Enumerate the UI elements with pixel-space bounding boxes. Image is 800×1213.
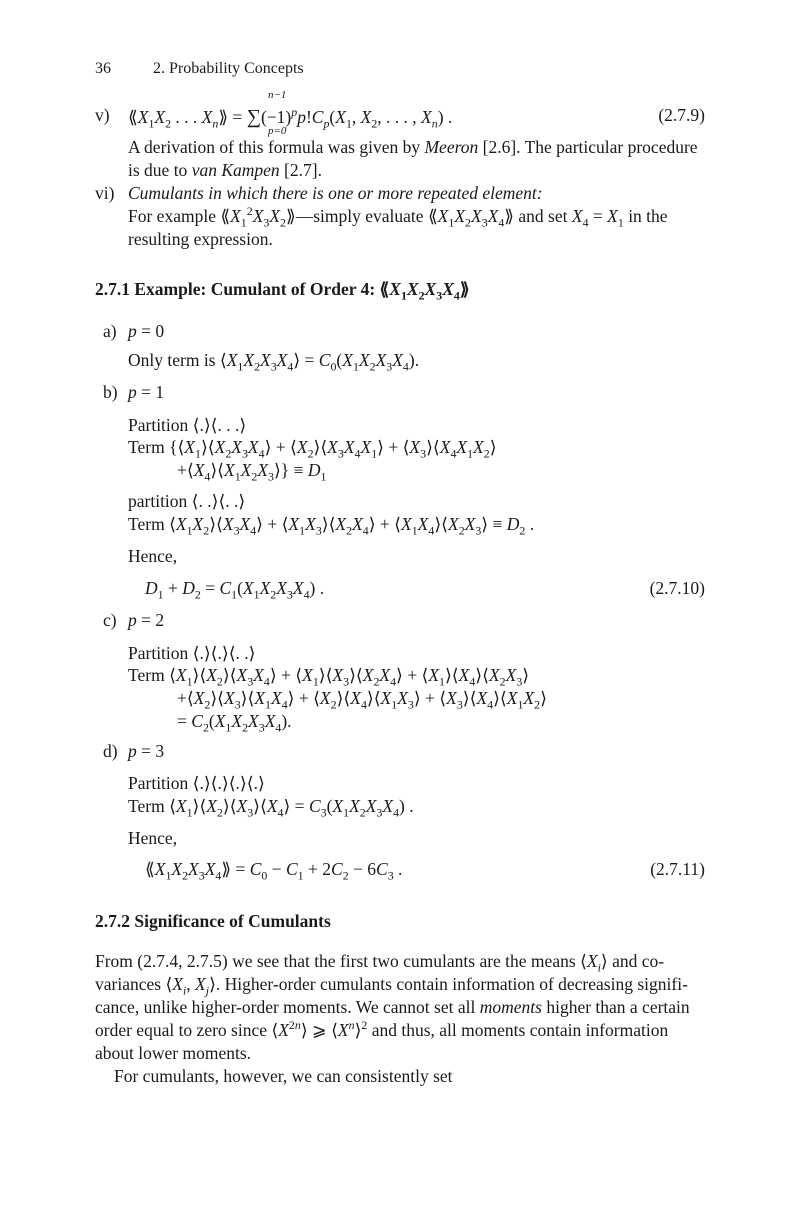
part-b-partition-1: Partition ⟨.⟩⟨. . .⟩ <box>128 415 247 435</box>
body-line-5: about lower moments. <box>95 1043 252 1063</box>
sum-lower-limit: p=0 <box>268 125 287 137</box>
item-vi-text: Cumulants in which there is one or more repeated element: For example $⟪X_1^2X_3X_2⟫—simply$ evaluate $⟪X_1X_2X_3X_4⟫$ and set $X_4 = X_1$ in the resulting expression. <box>128 183 668 250</box>
item-v-label: v) <box>95 105 110 125</box>
author-van-kampen: van Kampen <box>191 160 280 181</box>
part-d-hence: Hence, <box>128 828 178 848</box>
part-c-partition: Partition ⟨.⟩⟨.⟩⟨. .⟩ <box>128 643 256 663</box>
part-b-term-1-cont: $+⟨X_4⟩⟨X_1X_2X_3⟩\} \equiv D_1$ <box>177 460 327 484</box>
sum-upper-limit: n−1 <box>268 89 287 101</box>
page-header <box>95 58 304 79</box>
body-line-4: order equal to zero since $⟨X^{2n}⟩$ ⩾ $⟨X^n⟩^2$ and thus, all moments contain information <box>95 1018 669 1040</box>
body-line-6: For cumulants, however, we can consistently set <box>114 1066 453 1086</box>
equation-2-7-11: $⟪X_1X_2X_3X_4⟫ = C_0 - C_1 + 2C_2 - 6C_3$ . <box>145 859 403 883</box>
part-b-label: b) <box>103 382 118 402</box>
part-c-term-1: Term $⟨X_1⟩⟨X_2⟩⟨X_3X_4⟩$ + $⟨X_1⟩⟨X_3⟩⟨X_2X_4⟩$ + $⟨X_1⟩⟨X_4⟩⟨X_2X_3⟩$ <box>128 665 530 689</box>
page-number: 36 <box>95 60 111 77</box>
part-c-term-3: = $C_2(X_1X_2X_3X_4)$. <box>177 711 292 735</box>
eq-number-2-7-10: (2.7.10) <box>649 578 705 598</box>
part-d-condition: p = 3 <box>128 741 165 761</box>
section-heading-2-7-1: 2.7.1 Example: Cumulant of Order 4: $⟪X_1X_2X_3X_4⟫$ <box>95 279 470 303</box>
part-b-partition-2: partition ⟨. .⟩⟨. .⟩ <box>128 491 246 511</box>
equation-2-7-10: $D_1 + D_2 = C_1(X_1X_2X_3X_4)$ . <box>145 578 325 602</box>
part-a-condition: p = 0 <box>128 321 165 341</box>
part-c-term-2: $+⟨X_2⟩⟨X_3⟩⟨X_1X_4⟩$ + $⟨X_2⟩⟨X_4⟩⟨X_1X_3⟩$ + $⟨X_3⟩⟨X_4⟩⟨X_1X_2⟩$ <box>177 688 547 712</box>
section-heading-2-7-2: 2.7.2 Significance of Cumulants <box>95 911 331 931</box>
part-c-label: c) <box>103 610 117 630</box>
item-vi-title: Cumulants in which there is one or more repeated element: <box>128 183 543 203</box>
part-a-label: a) <box>103 321 117 341</box>
part-d-term: Term $⟨X_1⟩⟨X_2⟩⟨X_3⟩⟨X_4⟩ = C_3(X_1X_2X_3X_4)$ . <box>128 796 414 820</box>
item-v-text: A derivation of this formula was given by Meeron [2.6]. The particular procedure is due to van Kampen [2.7]. <box>128 137 698 181</box>
author-meeron: Meeron <box>424 137 479 157</box>
body-line-2: variances $⟨X_i$, $X_j⟩$. Higher-order cumulants contain information of decreasing signifi- <box>95 974 688 998</box>
part-b-hence: Hence, <box>128 546 178 566</box>
part-b-term-1: Term {$⟨X_1⟩⟨X_2X_3X_4⟩$ + $⟨X_2⟩⟨X_3X_4X_1⟩$ + $⟨X_3⟩⟨X_4X_1X_2⟩$ <box>128 437 497 461</box>
part-b-condition: p = 1 <box>128 382 165 402</box>
part-a-text: Only term is $⟨X_1X_2X_3X_4⟩ = C_0(X_1X_2X_3X_4)$. <box>128 350 420 374</box>
body-line-3: cance, unlike higher-order moments. We cannot set all moments higher than a certain <box>95 997 690 1017</box>
item-vi-label: vi) <box>95 183 115 203</box>
equation-2-7-9: $⟪X_1X_2$ . . . $X_n⟫ = \sum(-1)^pp!C_p(X_1$, $X_2$, . . . , $X_n$) . <box>128 105 453 131</box>
part-c-condition: p = 2 <box>128 610 165 630</box>
part-b-term-2: Term $⟨X_1X_2⟩⟨X_3X_4⟩$ + $⟨X_1X_3⟩⟨X_2X_4⟩$ + $⟨X_1X_4⟩⟨X_2X_3⟩ \equiv D_2$ . <box>128 514 535 538</box>
eq-number-2-7-11: (2.7.11) <box>650 859 705 879</box>
eq-number-2-7-9: (2.7.9) <box>658 105 705 125</box>
part-d-label: d) <box>103 741 118 761</box>
part-d-partition: Partition ⟨.⟩⟨.⟩⟨.⟩⟨.⟩ <box>128 773 265 793</box>
section-2-7-2-body <box>95 950 710 1088</box>
running-title: 2. Probability Concepts <box>153 60 304 77</box>
body-line-1: From (2.7.4, 2.7.5) we see that the first two cumulants are the means $⟨X_i⟩$ and co- <box>95 951 665 975</box>
